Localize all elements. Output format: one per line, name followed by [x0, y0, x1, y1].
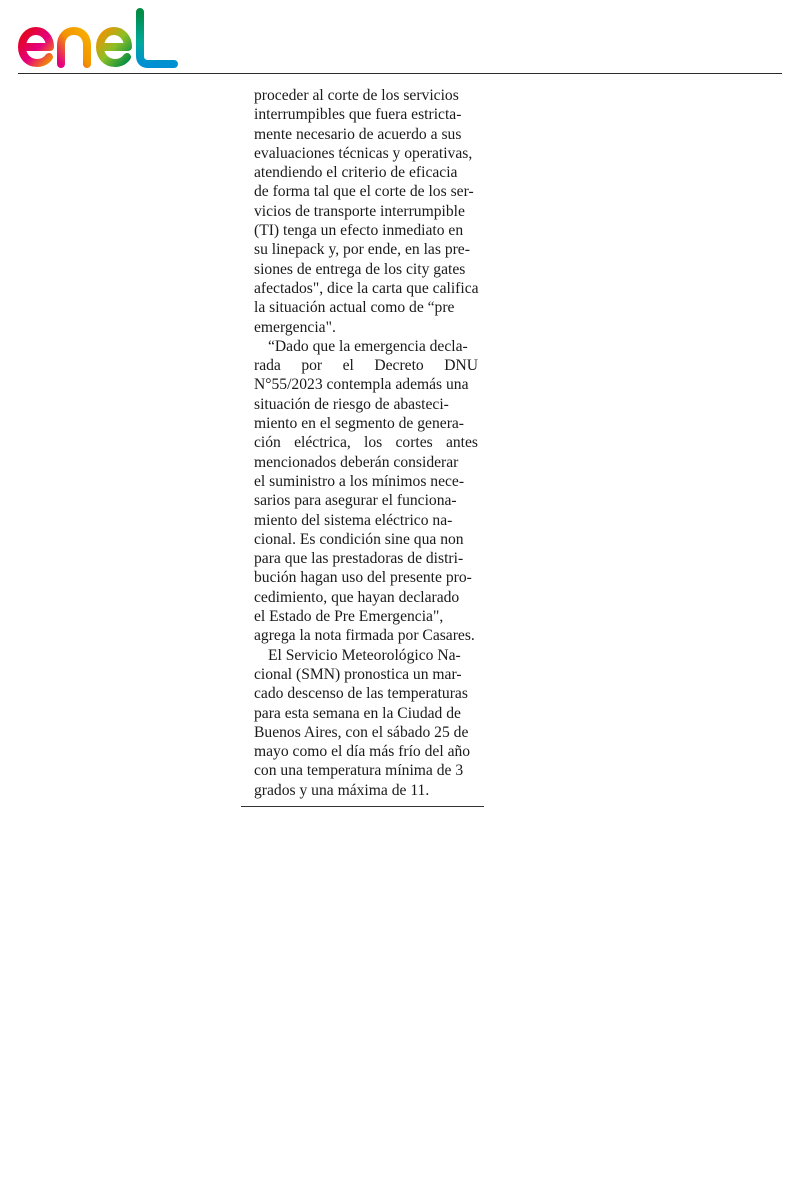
header-divider [18, 73, 782, 74]
text-line: “Dado que la emergencia decla- [268, 337, 468, 355]
text-line: con una temperatura mínima de 3 [254, 762, 464, 780]
text-line: el suministro a los mínimos nece- [254, 472, 465, 490]
text-line: sarios para asegurar el funciona- [254, 492, 457, 510]
text-line: el Estado de Pre Emergencia", [254, 608, 444, 626]
text-line: mencionados deberán considerar [254, 453, 459, 471]
text-line: emergencia". [254, 318, 336, 336]
text-line: mente necesario de acuerdo a sus [254, 125, 462, 143]
text-line: ción eléctrica, los cortes antes [254, 434, 478, 452]
text-line: cional (SMN) pronostica un mar- [254, 665, 462, 683]
text-line: la situación actual como de “pre [254, 299, 455, 317]
text-line: atendiendo el criterio de eficacia [254, 164, 458, 182]
text-line: afectados", dice la carta que califica [254, 279, 479, 297]
text-line: miento del sistema eléctrico na- [254, 511, 453, 529]
text-line: miento en el segmento de genera- [254, 415, 464, 433]
text-line: (TI) tenga un efecto inmediato en [254, 222, 464, 240]
text-line: cional. Es condición sine qua non [254, 530, 464, 548]
text-line: rada por el Decreto DNU [254, 357, 478, 375]
text-line: para esta semana en la Ciudad de [254, 704, 461, 722]
text-line: cedimiento, que hayan declarado [254, 588, 460, 606]
text-line: situación de riesgo de abasteci- [254, 395, 449, 413]
article-paragraph-1 [254, 86, 478, 337]
text-line: vicios de transporte interrumpible [254, 202, 465, 220]
text-line: para que las prestadoras de distri- [254, 550, 464, 568]
article-paragraph-3 [254, 646, 478, 800]
text-line: siones de entrega de los city gates [254, 260, 466, 278]
text-line: interrumpibles que fuera estricta- [254, 106, 462, 124]
article-end-divider [241, 806, 484, 807]
text-line: proceder al corte de los servicios [254, 87, 459, 104]
text-line: evaluaciones técnicas y operativas, [254, 144, 473, 162]
article-paragraph-2 [254, 337, 478, 646]
text-line: de forma tal que el corte de los ser- [254, 183, 474, 201]
text-line: N°55/2023 contempla además una [254, 376, 469, 394]
text-line: agrega la nota firmada por Casares. [254, 627, 475, 645]
text-line: su linepack y, por ende, en las pre- [254, 241, 470, 259]
text-line: mayo como el día más frío del año [254, 743, 471, 761]
text-line: El Servicio Meteorológico Na- [268, 646, 461, 664]
text-line: cado descenso de las temperaturas [254, 685, 468, 703]
text-line: grados y una máxima de 11. [254, 781, 430, 799]
enel-logo-mark [16, 8, 180, 70]
text-line: Buenos Aires, con el sábado 25 de [254, 723, 469, 741]
article-clipping [254, 86, 478, 800]
enel-logo [16, 8, 180, 70]
text-line: bución hagan uso del presente pro- [254, 569, 472, 587]
